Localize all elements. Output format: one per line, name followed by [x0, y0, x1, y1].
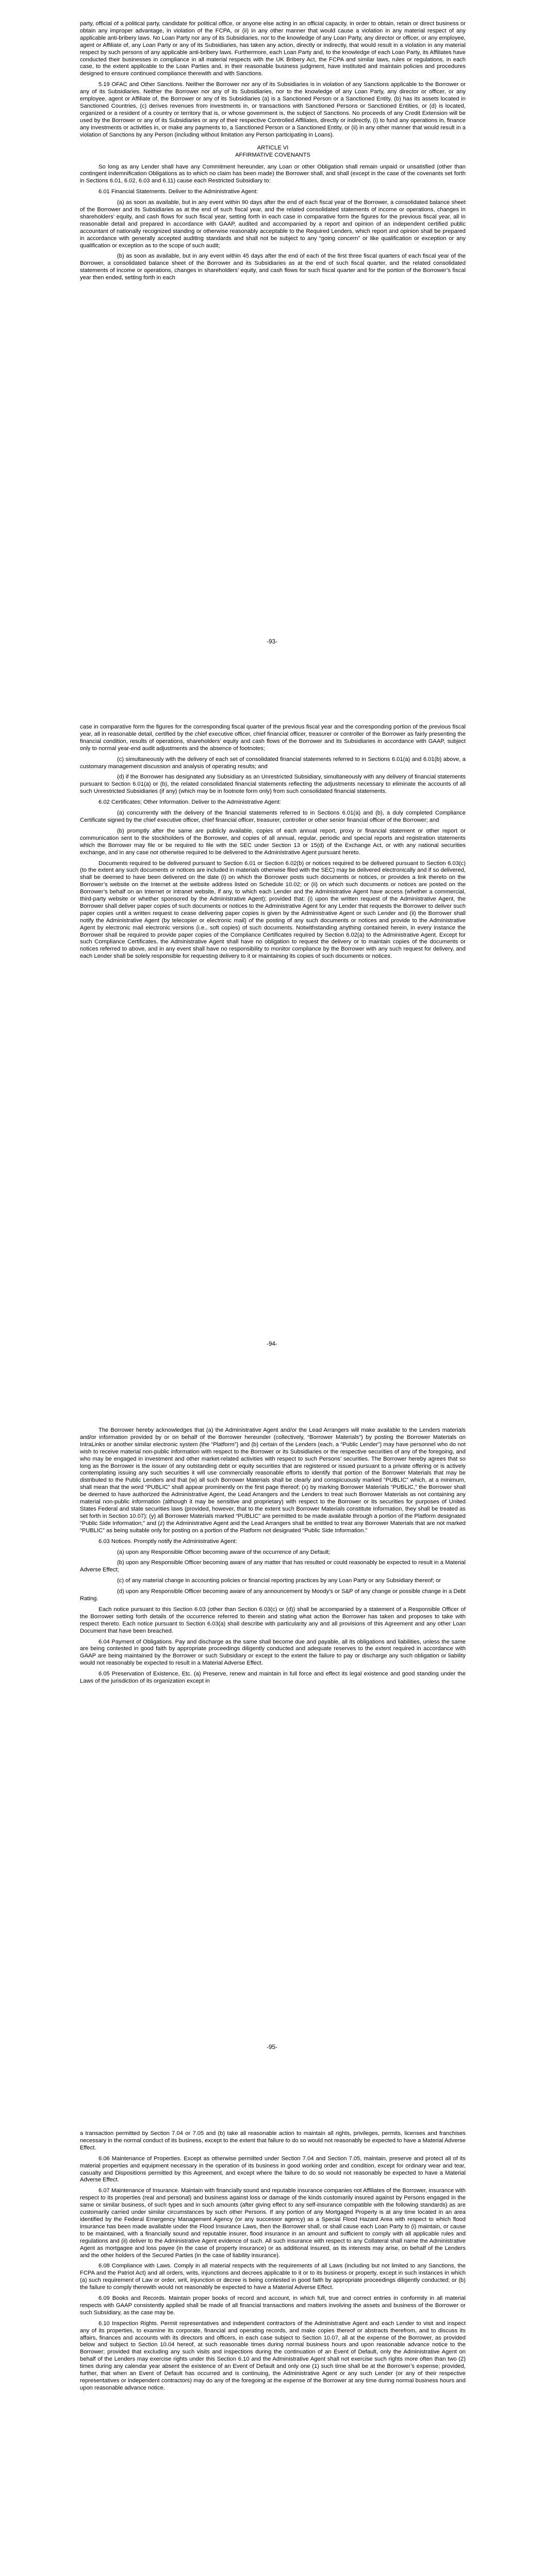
paragraph: (d) if the Borrower has designated any Subsidiary as an Unrestricted Subsidiary, simultaneously with any delivery of financial statements pursuant to Section 6.01(a) or (b), the related consolidated financial statements reflecting the adjustments necessary to eliminate the accounts of all such Unrestricted Subsidiaries (if any) (which may be in footnote form only) from such consolidated financial statements. — [80, 774, 466, 795]
paragraph: (c) simultaneously with the delivery of each set of consolidated financial statements referred to in Sections 6.01(a) and 6.01(b) above, a customary management discussion and analysis of operating results; and — [80, 756, 466, 770]
paragraph: 6.03 Notices. Promptly notify the Administrative Agent: — [98, 1538, 237, 1545]
paragraph: The Borrower hereby acknowledges that (a) the Administrative Agent and/or the Lead Arrangers will make available to the Lenders materials and/or information provided by or on behalf of the Borrower hereunder (collectively, “Borrower Materials”) by posting the Borrower Materials on IntraLinks or another similar electronic system (the “Platform”) and (b) certain of the Lenders (each, a “Public Lender”) may have personnel who do not wish to receive material non-public information with respect to the Borrower or its Subsidiaries or the respective securities of any of the foregoing, and who may be engaged in investment and other market-related activities with respect to such Persons’ securities. The Borrower hereby agrees that so long as the Borrower is the issuer of any outstanding debt or equity securities that are registered or issued pursuant to a private offering or is actively contemplating issuing any such securities it will use commercially reasonable efforts to identify that portion of the Borrower Materials that may be distributed to the Public Lenders and that (w) all such Borrower Materials shall be clearly and conspicuously marked “PUBLIC” which, at a minimum, shall mean that the word “PUBLIC” shall appear prominently on the first page thereof; (x) by marking Borrower Materials “PUBLIC,” the Borrower shall be deemed to have authorized the Administrative Agent, the Lead Arrangers and the Lenders to treat such Borrower Materials as not containing any material non-public information (although it may be sensitive and proprietary) with respect to the Borrower or its securities for purposes of United States Federal and state securities laws (provided, however, that to the extent such Borrower Materials constitute Information, they shall be treated as set forth in Section 10.07); (y) all Borrower Materials marked “PUBLIC” are permitted to be made available through a portion of the Platform designated “Public Side Information;” and (z) the Administrative Agent and the Lead Arrangers shall be entitled to treat any Borrower Materials that are not marked “PUBLIC” as being suitable only for posting on a portion of the Platform not designated “Public Side Information.” — [80, 1427, 466, 1534]
paragraph: 6.10 Inspection Rights. Permit representatives and independent contractors of the Administrative Agent and each Lender to visit and inspect any of its properties, to examine its corporate, financial and operating records, and make copies thereof or abstracts therefrom, and to discuss its affairs, finances and accounts with its directors and officers, in each case subject to Section 10.07, all at the expense of the Borrower, as provided below and subject to Section 10.04 hereof, at such reasonable times during normal business hours and upon reasonable advance notice to the Borrower; provided that excluding any such visits and inspections during the continuation of an Event of Default, only the Administrative Agent on behalf of the Lenders may exercise rights under this Section 6.10 and the Administrative Agent shall not exercise such rights more often than two (2) times during any calendar year absent the existence of an Event of Default and only one (1) such time shall be at the Borrower’s expense; provided, further, that when an Event of Default has occurred and is continuing, the Administrative Agent or any such Lender (or any of their respective representatives or independent contractors) may do any of the foregoing at the expense of the Borrower at any time during normal business hours and upon reasonable advance notice. — [80, 2320, 466, 2391]
paragraph: 6.05 Preservation of Existence, Etc. (a) Preserve, renew and maintain in full force and effect its legal existence and good standing under the Laws of the jurisdiction of its organization except in — [80, 1671, 466, 1685]
paragraph: party, official of a political party, candidate for political office, or anyone else acting in an official capacity, in order to obtain, retain or direct business or obtain any improper advantage, in violation of the FCPA, or (ii) in any other manner that would cause a violation in any material respect of any applicable anti-bribery laws. No Loan Party nor any of its Subsidiaries, nor to the knowledge of any Loan Party, any director or officer, or any employee, agent or Affiliate of, any Loan Party or any of its Subsidiaries, has taken any action, directly or indirectly, that would result in a violation in any material respect by such persons of any applicable anti-bribery laws. Furthermore, each Loan Party and, to the knowledge of each Loan Party, its Affiliates have conducted their businesses in compliance in all material respects with the UK Bribery Act, the FCPA and similar laws, rules or regulations, in each case, to the extent applicable to the Loan Parties and, in their reasonable business judgment, have instituted and maintain policies and procedures designed to ensure continued compliance therewith and with Sanctions. — [80, 21, 466, 77]
paragraph: (b) as soon as available, but in any event within 45 days after the end of each of the first three fiscal quarters of each fiscal year of the Borrower, a consolidated balance sheet of the Borrower and its Subsidiaries as at the end of such fiscal quarter, and the related consolidated statements of income or operations, changes in shareholders’ equity, and cash flows for such fiscal quarter and for the portion of the Borrower’s fiscal year then ended, setting forth in each — [80, 253, 466, 281]
paragraph: (a) concurrently with the delivery of the financial statements referred to in Sections 6.01(a) and (b), a duly completed Compliance Certificate signed by the chief executive officer, chief financial officer, treasurer, controller or other senior financial officer of the Borrower; and — [80, 810, 466, 823]
paragraph: 6.06 Maintenance of Properties. Except as otherwise permitted under Section 7.04 and Section 7.05, maintain, preserve and protect all of its material properties and equipment necessary in the operation of its business in good working order and condition, except for ordinary wear and tear, casualty and Dispositions permitted by this Agreement, and except where the failure to do so would not reasonably be expected to have a Material Adverse Effect. — [80, 2155, 466, 2183]
paragraph: case in comparative form the figures for the corresponding fiscal quarter of the previous fiscal year and the corresponding portion of the previous fiscal year, all in reasonable detail, certified by the chief executive officer, chief financial officer, treasurer or controller of the Borrower as fairly presenting the financial condition, results of operations, shareholders’ equity and cash flows of the Borrower and its Subsidiaries in accordance with GAAP, subject only to normal year-end audit adjustments and the absence of footnotes; — [80, 724, 466, 752]
page-94 — [0, 703, 544, 1406]
page-body — [80, 21, 466, 285]
page-number: -93- — [267, 639, 277, 645]
paragraph: 6.02 Certificates; Other Information. Deliver to the Administrative Agent: — [98, 799, 281, 806]
paragraph: Documents required to be delivered pursuant to Section 6.01 or Section 6.02(b) or notices required to be delivered pursuant to Section 6.03(c) (to the extent any such documents or notices are included in materials otherwise filed with the SEC) may be delivered electronically and if so delivered, shall be deemed to have been delivered on the date (i) on which the Borrower posts such documents or notices, or provides a link thereto on the Borrower’s website on the Internet at the website address listed on Schedule 10.02; or (ii) on which such documents or notices are posted on the Borrower’s behalf on an Internet or intranet website, if any, to which each Lender and the Administrative Agent have access (whether a commercial, third-party website or whether sponsored by the Administrative Agent); provided that: (i) upon the written request of the Administrative Agent, the Borrower shall deliver paper copies of such documents or notices to the Administrative Agent for any Lender that requests the Borrower to deliver such paper copies until a written request to cease delivering paper copies is given by the Administrative Agent or such Lender and (ii) the Borrower shall notify the Administrative Agent (by telecopier or electronic mail) of the posting of any such documents or notices and provide to the Administrative Agent by electronic mail electronic versions (i.e., soft copies) of such documents. Notwithstanding anything contained herein, in every instance the Borrower shall be required to provide paper copies of the Compliance Certificates required by Section 6.02(a) to the Administrative Agent. Except for such Compliance Certificates, the Administrative Agent shall have no obligation to request the delivery or to maintain copies of the documents or notices referred to above, and in any event shall have no responsibility to monitor compliance by the Borrower with any such request for delivery, and each Lender shall be solely responsible for requesting delivery to it or maintaining its copies of such documents or notices. — [80, 860, 466, 960]
paragraph: 6.04 Payment of Obligations. Pay and discharge as the same shall become due and payable, all its obligations and liabilities, unless the same are being contested in good faith by appropriate proceedings diligently conducted and adequate reserves to the extent required in accordance with GAAP are being maintained by the Borrower or such Subsidiary or except to the extent the failure to pay or discharge any such obligation or liability would not reasonably be expected to result in a Material Adverse Effect. — [80, 1638, 466, 1667]
paragraph: (b) promptly after the same are publicly available, copies of each annual report, proxy or financial statement or other report or communication sent to the stockholders of the Borrower, and copies of all annual, regular, periodic and special reports and registration statements which the Borrower may file or be required to file with the SEC under Section 13 or 15(d) of the Exchange Act, or with any national securities exchange, and in any case not otherwise required to be delivered to the Administrative Agent pursuant hereto. — [80, 827, 466, 856]
paragraph: (a) as soon as available, but in any event within 90 days after the end of each fiscal year of the Borrower, a consolidated balance sheet of the Borrower and its Subsidiaries as at the end of such fiscal year, and the related consolidated statements of income or operations, changes in shareholders’ equity, and cash flows for such fiscal year, setting forth in each case in comparative form the figures for the previous fiscal year, all in reasonable detail and prepared in accordance with GAAP, audited and accompanied by a report and opinion of an independent certified public accountant of nationally recognized standing or otherwise reasonably acceptable to the Required Lenders, which report and opinion shall be prepared in accordance with generally accepted auditing standards and shall not be subject to any “going concern” or like qualification or exception or any qualification or exception as to the scope of such audit; — [80, 199, 466, 249]
paragraph: 6.09 Books and Records. Maintain proper books of record and account, in which full, true and correct entries in conformity in all material respects with GAAP consistently applied shall be made of all financial transactions and matters involving the assets and business of the Borrower or such Subsidiary, as the case may be. — [80, 2295, 466, 2316]
paragraph: Each notice pursuant to this Section 6.03 (other than Section 6.03(c) or (d)) shall be accompanied by a statement of a Responsible Officer of the Borrower setting forth details of the occurrence referred to therein and stating what action the Borrower has taken and proposes to take with respect thereto. Each notice pursuant to Section 6.03(a) shall describe with particularity any and all provisions of this Agreement and any other Loan Document that have been breached. — [80, 1606, 466, 1634]
paragraph: (c) of any material change in accounting policies or financial reporting practices by any Loan Party or any Subsidiary thereof; or — [117, 1578, 441, 1584]
page-number: -95- — [267, 2044, 277, 2050]
paragraph: (d) upon any Responsible Officer becoming aware of any announcement by Moody’s or S&P of any change or possible change in a Debt Rating. — [80, 1588, 466, 1602]
page-number: -94- — [267, 1341, 277, 1347]
paragraph: a transaction permitted by Section 7.04 or 7.05 and (b) take all reasonable action to maintain all rights, privileges, permits, licenses and franchises necessary in the normal conduct of its business, except to the extent that failure to do so would not reasonably be expected to have a Material Adverse Effect. — [80, 2130, 466, 2151]
paragraph: 6.08 Compliance with Laws. Comply in all material respects with the requirements of all Laws (including but not limited to any Sanctions, the FCPA and the Patriot Act) and all orders, writs, injunctions and decrees applicable to it or to its business or property, except in such instances in which (a) such requirement of Law or order, writ, injunction or decree is being contested in good faith by appropriate proceedings diligently conducted; or (b) the failure to comply therewith would not reasonably be expected to have a Material Adverse Effect. — [80, 2263, 466, 2291]
paragraph: (b) upon any Responsible Officer becoming aware of any matter that has resulted or could reasonably be expected to result in a Material Adverse Effect; — [80, 1560, 466, 1573]
article-title: AFFIRMATIVE COVENANTS — [235, 151, 310, 158]
paragraph: So long as any Lender shall have any Commitment hereunder, any Loan or other Obligation shall remain unpaid or unsatisfied (other than contingent indemnification Obligations as to which no claim has been made) the Borrower shall, and shall (except in the case of the covenants set forth in Sections 6.01, 6.02, 6.03 and 6.11) cause each Restricted Subsidiary to: — [80, 163, 466, 184]
page-body — [80, 2130, 466, 2396]
article-number: ARTICLE VI — [257, 144, 289, 151]
paragraph: (a) upon any Responsible Officer becoming aware of the occurrence of any Default; — [117, 1549, 331, 1555]
page-body — [80, 724, 466, 964]
paragraph: 5.19 OFAC and Other Sanctions. Neither the Borrower nor any of its Subsidiaries is in violation of any Sanctions applicable to the Borrower or any of its Subsidiaries. Neither the Borrower nor any of its Subsidiaries, nor to the knowledge of any Loan Party, any director or officer, or any employee, agent or Affiliate of, the Borrower or any of its Subsidiaries (a) is a Sanctioned Person or a Sanctioned Entity, (b) has its assets located in Sanctioned Countries, (c) derives revenues from investments in, or transactions with Sanctioned Persons or Sanctioned Entities, or (d) is located, organized or a resident of a country or territory that is, or whose government is, the subject of Sanctions. No proceeds of any Credit Extension will be used by the Borrower or any of its Subsidiaries or any of their respective Controlled Affiliates, directly or indirectly, (i) to fund any operations in, finance any investments or activities in, or make any payments to, a Sanctioned Person or a Sanctioned Entity, or (ii) in any other manner that would result in a violation of Sanctions by any Person (including without limitation any Person participating in Loans). — [80, 81, 466, 138]
paragraph: 6.01 Financial Statements. Deliver to the Administrative Agent: — [98, 189, 258, 195]
page-95 — [0, 1406, 544, 2110]
page-93 — [0, 0, 544, 703]
page-96 — [0, 2110, 544, 2576]
page-body — [80, 1427, 466, 1689]
paragraph: 6.07 Maintenance of Insurance. Maintain with financially sound and reputable insurance companies not Affiliates of the Borrower, insurance with respect to its properties (real and personal) and business against loss or damage of the kinds customarily insured against by Persons engaged in the same or similar business, of such types and in such amounts (after giving effect to any self-insurance compatible with the following standards) as are customarily carried under similar circumstances by such other Persons. If any portion of any Mortgaged Property is at any time located in an area identified by the Federal Emergency Management Agency (or any successor agency) as a Special Flood Hazard Area with respect to which flood insurance has been made available under the Flood Insurance Laws, then the Borrower shall, or shall cause each Loan Party to (i) maintain, or cause to be maintained, with a financially sound and reputable insurer, flood insurance in an amount and sufficient to comply with all applicable rules and regulations and (ii) deliver to the Administrative Agent evidence of such. All such insurance with respect to any Collateral shall name the Administrative Agent as mortgagee and loss payee (in the case of property insurance) or as additional insured, as its interests may arise, on behalf of the Lenders and the other holders of the Secured Parties (in the case of liability insurance). — [80, 2188, 466, 2259]
